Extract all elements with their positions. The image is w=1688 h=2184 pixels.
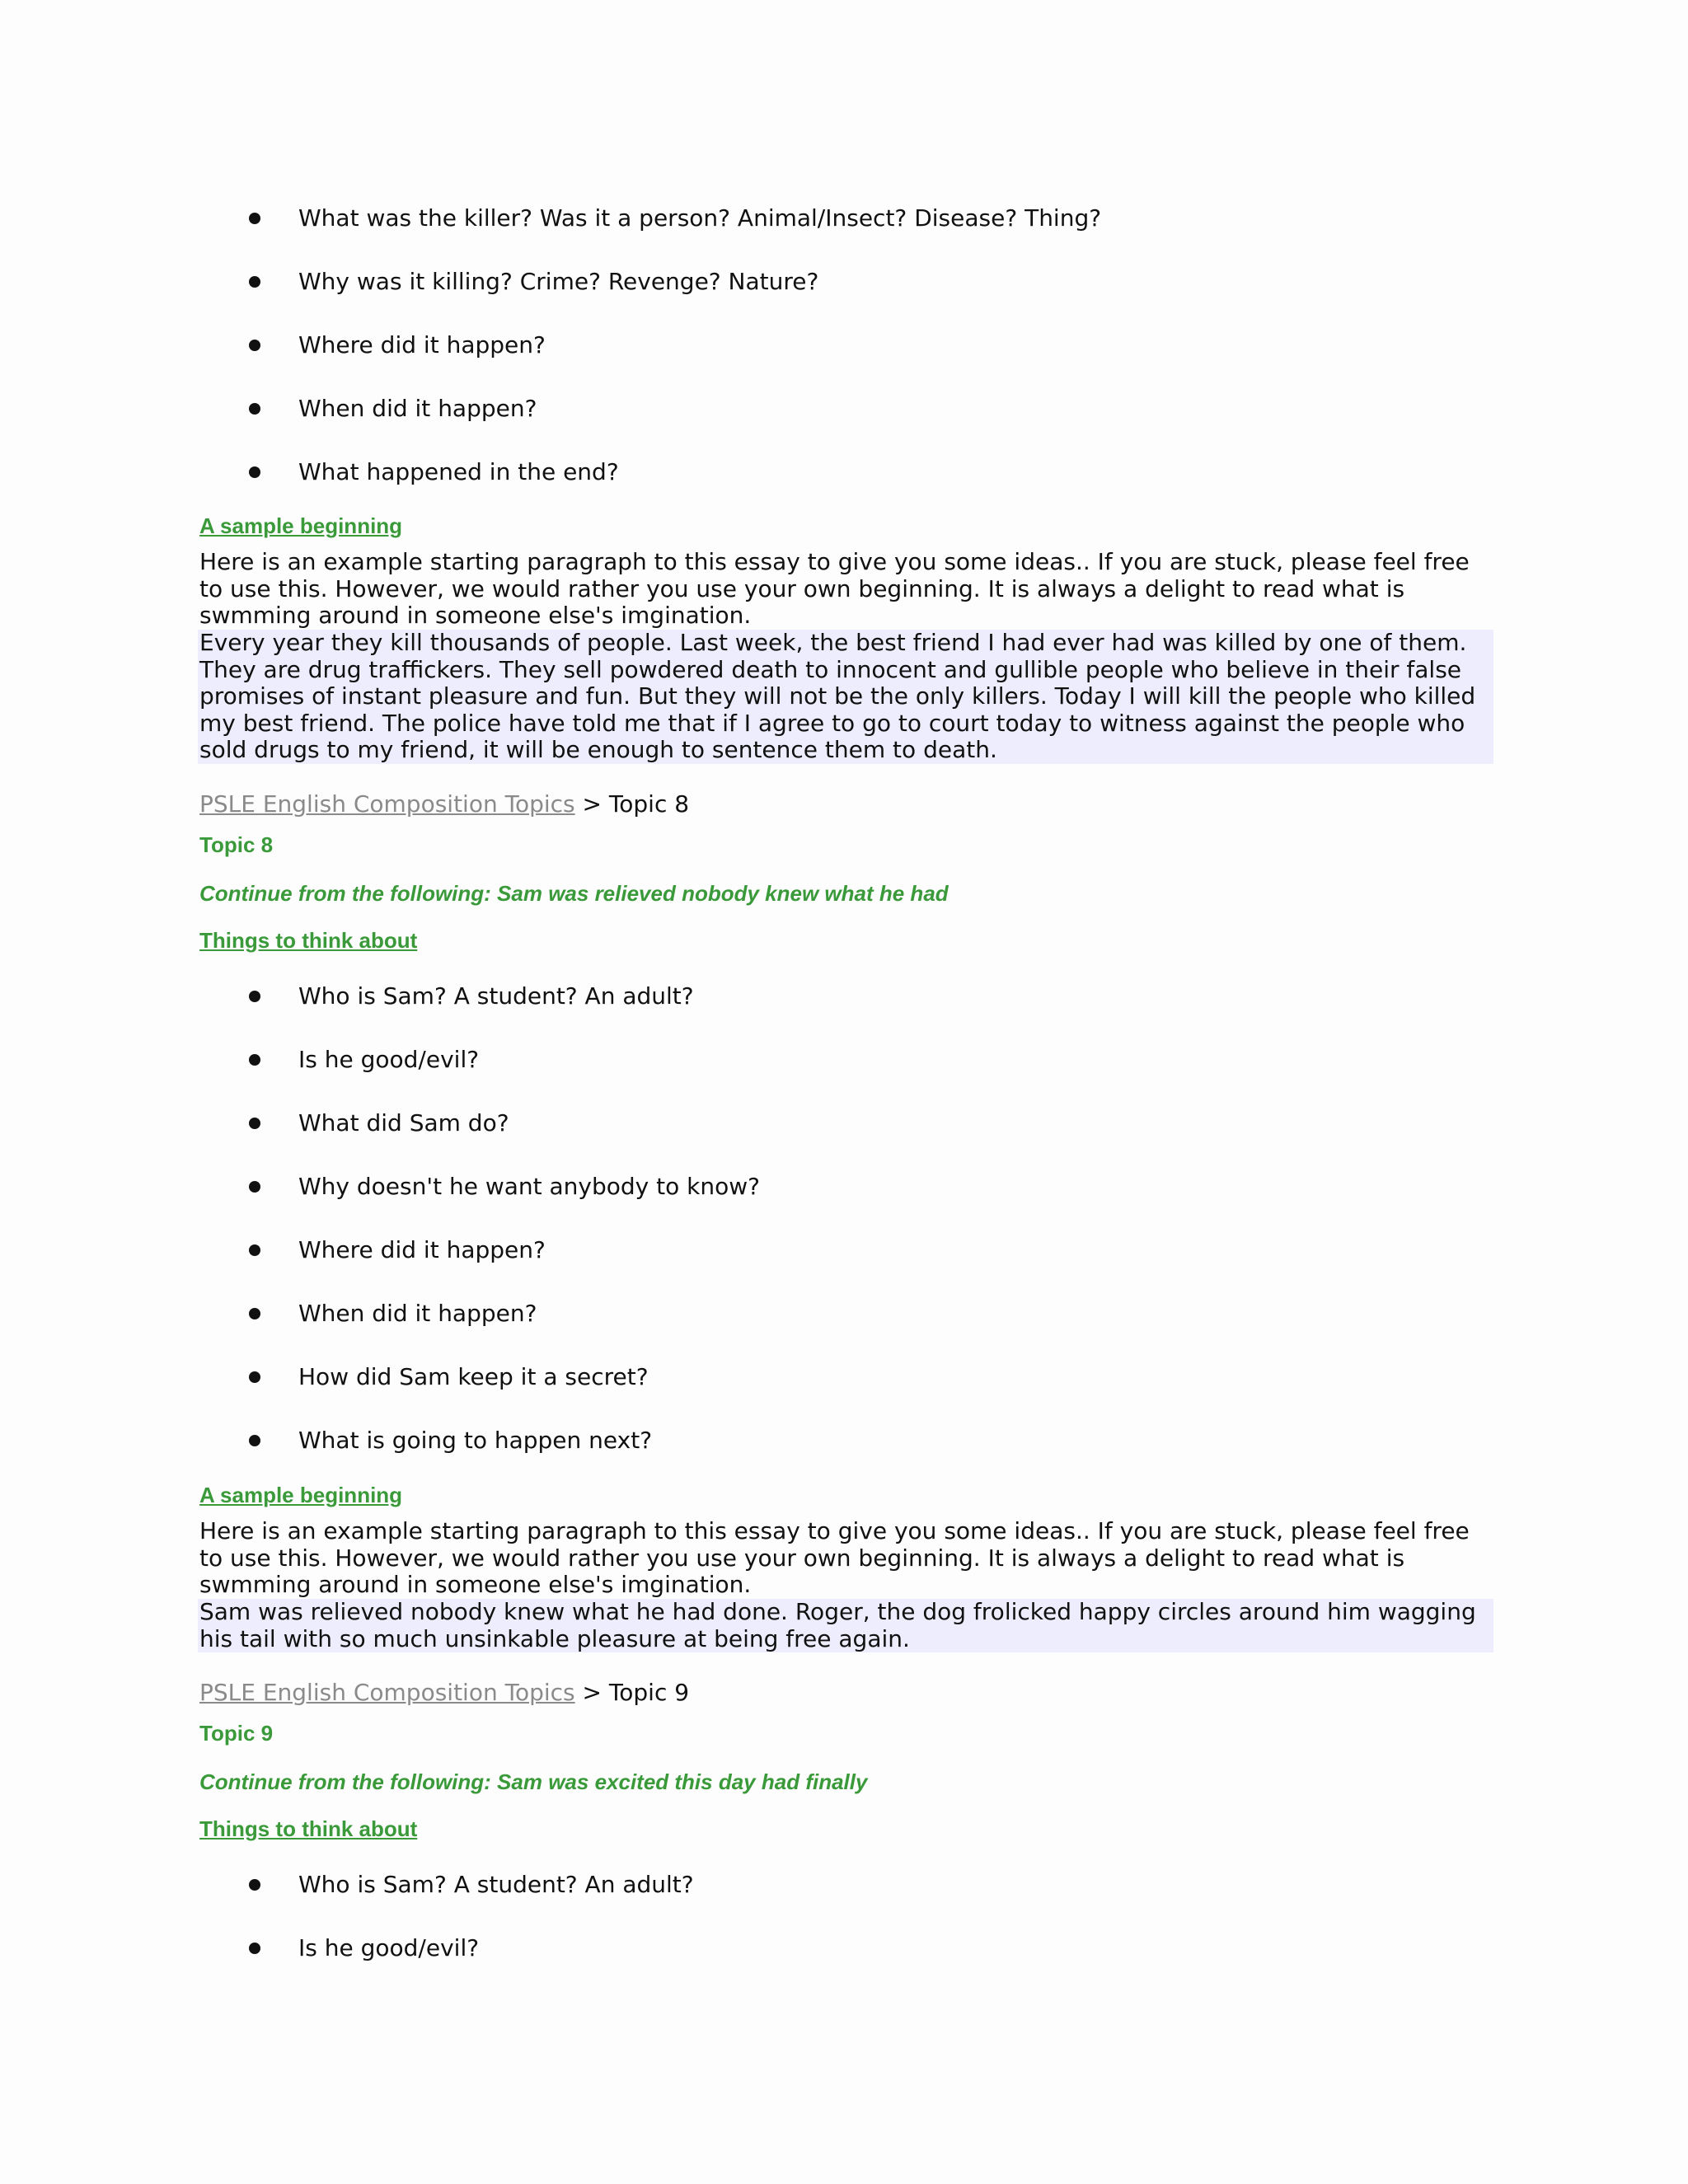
list-item: [0, 1424, 1319, 1457]
list-item: [0, 392, 1319, 425]
bullet-icon: [249, 1371, 260, 1383]
breadcrumb: [199, 1678, 689, 1708]
list-item: [0, 202, 1319, 235]
list-item: [0, 1170, 1319, 1203]
topic-title: Topic 8: [199, 832, 274, 857]
list-item: [0, 1361, 1319, 1394]
bullet-icon: [249, 1181, 260, 1193]
sample-example-paragraph: Every year they kill thousands of people. Last week, the best friend I had ever had was killed by one of them. They are drug traffickers. They sell powdered death to innocent and gullible people who believe in their false promises of instant pleasure and fun. But they will not be the only killers. Today I will kill the people who killed my best friend. The police have told me that if I agree to go to court today to witness against the people who sold drugs to my friend, it will be enough to sentence them to death.: [198, 630, 1493, 764]
bullet-icon: [249, 1308, 260, 1319]
list-item-text: When did it happen?: [298, 395, 537, 422]
bullet-icon: [249, 466, 260, 478]
bullet-icon: [249, 1435, 260, 1446]
bullet-icon: [249, 213, 260, 224]
list-item-text: What is going to happen next?: [298, 1427, 653, 1454]
list-item: [0, 1868, 1319, 1901]
breadcrumb: [199, 790, 689, 819]
bullet-icon: [249, 991, 260, 1002]
list-item-text: Is he good/evil?: [298, 1046, 480, 1073]
list-item-text: When did it happen?: [298, 1300, 537, 1327]
topic-title: Topic 9: [199, 1721, 274, 1746]
list-item: [0, 980, 1319, 1013]
bullet-icon: [249, 1943, 260, 1954]
list-item-text: How did Sam keep it a secret?: [298, 1363, 649, 1390]
things-to-think-heading[interactable]: Things to think about: [199, 928, 418, 953]
list-item: [0, 1932, 1319, 1965]
list-item-text: Who is Sam? A student? An adult?: [298, 1871, 694, 1898]
list-item: [0, 1297, 1319, 1330]
list-item-text: Why was it killing? Crime? Revenge? Nature?: [298, 268, 819, 295]
bullet-icon: [249, 1879, 260, 1891]
topic-prompt: Continue from the following: Sam was relieved nobody knew what he had: [199, 881, 949, 906]
sample-example-paragraph: Sam was relieved nobody knew what he had done. Roger, the dog frolicked happy circles around him wagging his tail with so much unsinkable pleasure at being free again.: [198, 1599, 1493, 1652]
list-item-text: Who is Sam? A student? An adult?: [298, 982, 694, 1010]
list-item-text: Where did it happen?: [298, 1236, 546, 1263]
bullet-icon: [249, 1244, 260, 1256]
bullet-icon: [249, 403, 260, 415]
sample-beginning-heading[interactable]: A sample beginning: [199, 1483, 403, 1507]
breadcrumb-current: > Topic 8: [582, 790, 690, 818]
list-item-text: Is he good/evil?: [298, 1934, 480, 1961]
list-item-text: What was the killer? Was it a person? Animal/Insect? Disease? Thing?: [298, 204, 1102, 232]
list-item: [0, 1234, 1319, 1267]
list-item: [0, 265, 1319, 298]
sample-intro-paragraph: Here is an example starting paragraph to this essay to give you some ideas.. If you are stuck, please feel free to use this. However, we would rather you use your own beginning. It is always a delight to read what is swmming around in someone else's imgination.: [199, 1517, 1470, 1598]
things-to-think-heading[interactable]: Things to think about: [199, 1816, 418, 1841]
breadcrumb-current: > Topic 9: [582, 1679, 690, 1706]
list-item-text: What happened in the end?: [298, 458, 619, 485]
breadcrumb-link[interactable]: PSLE English Composition Topics: [199, 1679, 575, 1706]
list-item-text: Where did it happen?: [298, 331, 546, 359]
sample-intro-paragraph: Here is an example starting paragraph to this essay to give you some ideas.. If you are stuck, please feel free to use this. However, we would rather you use your own beginning. It is always a delight to read what is swmming around in someone else's imgination.: [199, 548, 1470, 629]
sample-beginning-heading[interactable]: A sample beginning: [199, 513, 403, 538]
bullet-icon: [249, 1118, 260, 1129]
breadcrumb-link[interactable]: PSLE English Composition Topics: [199, 790, 575, 818]
list-item: [0, 329, 1319, 362]
topic-prompt: Continue from the following: Sam was excited this day had finally: [199, 1769, 868, 1794]
bullet-icon: [249, 340, 260, 351]
bullet-icon: [249, 1054, 260, 1066]
list-item-text: Why doesn't he want anybody to know?: [298, 1173, 760, 1200]
list-item: [0, 1043, 1319, 1076]
list-item: [0, 1107, 1319, 1140]
list-item: [0, 456, 1319, 489]
list-item-text: What did Sam do?: [298, 1109, 509, 1137]
bullet-icon: [249, 276, 260, 288]
